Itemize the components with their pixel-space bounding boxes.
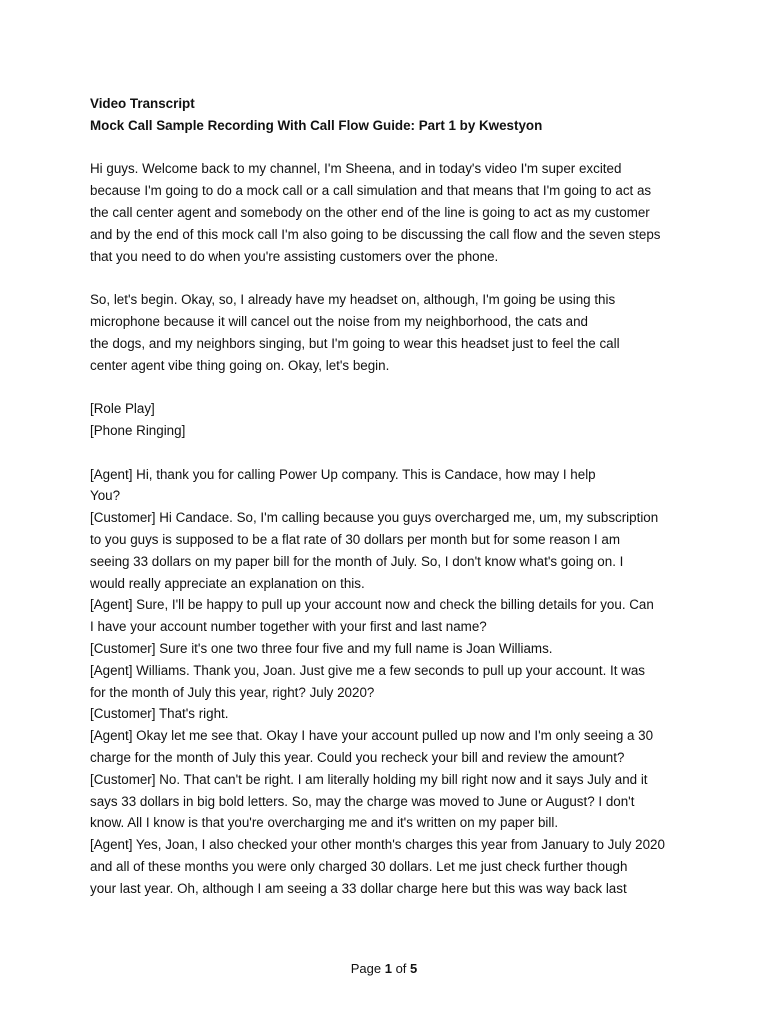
dialogue-line: [Customer] No. That can't be right. I am literally holding my bill right now and it says July and it (90, 771, 648, 787)
dialogue-line: You? (90, 488, 121, 504)
dialogue-line: [Agent] Yes, Joan, I also checked your other month's charges this year from January to July 2020 (90, 837, 665, 853)
dialogue-line: would really appreciate an explanation on this. (90, 575, 365, 591)
dialogue-line: seeing 33 dollars on my paper bill for the month of July. So, I don't know what's going on. I (90, 553, 624, 569)
dialogue-line: and all of these months you were only charged 30 dollars. Let me just check further though (90, 858, 628, 874)
text-line: center agent vibe thing going on. Okay, let's begin. (90, 357, 390, 373)
text-line: microphone because it will cancel out the noise from my neighborhood, the cats and (90, 313, 588, 329)
intro-paragraph (90, 158, 690, 267)
dialogue (90, 464, 690, 900)
text-line: and by the end of this mock call I'm also going to be discussing the call flow and the seven steps (90, 226, 661, 242)
transcript-body (90, 93, 690, 899)
total-page-number: 5 (410, 961, 418, 976)
dialogue-line: to you guys is supposed to be a flat rate of 30 dollars per month but for some reason I am (90, 531, 620, 547)
dialogue-line: charge for the month of July this year. Could you recheck your bill and review the amount? (90, 749, 625, 765)
stage-directions (90, 398, 690, 442)
spacer (90, 137, 690, 159)
page-middle: of (391, 961, 411, 976)
spacer (90, 267, 690, 289)
dialogue-line: for the month of July this year, right? July 2020? (90, 684, 375, 700)
stage-direction: [Phone Ringing] (90, 422, 186, 438)
dialogue-line: your last year. Oh, although I am seeing a 33 dollar charge here but this was way back last (90, 880, 627, 896)
dialogue-line: says 33 dollars in big bold letters. So, may the charge was moved to June or August? I don't (90, 793, 635, 809)
spacer (90, 442, 690, 464)
begin-paragraph (90, 289, 690, 376)
document-subtitle: Mock Call Sample Recording With Call Flow Guide: Part 1 by Kwestyon (90, 117, 543, 133)
current-page-number: 1 (384, 961, 392, 976)
dialogue-line: [Agent] Williams. Thank you, Joan. Just give me a few seconds to pull up your account. It was (90, 662, 645, 678)
dialogue-line: [Agent] Okay let me see that. Okay I have your account pulled up now and I'm only seeing a 30 (90, 728, 654, 744)
document-title: Video Transcript (90, 96, 195, 111)
dialogue-line: [Agent] Hi, thank you for calling Power Up company. This is Candace, how may I help (90, 466, 596, 482)
dialogue-line: [Customer] Hi Candace. So, I'm calling because you guys overcharged me, um, my subscription (90, 510, 659, 526)
spacer (90, 376, 690, 398)
page-prefix: Page (350, 961, 385, 976)
text-line: the call center agent and somebody on the other end of the line is going to act as my customer (90, 204, 650, 220)
page-footer (0, 959, 768, 979)
dialogue-line: I have your account number together with your first and last name? (90, 619, 487, 635)
dialogue-line: [Agent] Sure, I'll be happy to pull up your account now and check the billing details for you. Can (90, 597, 654, 613)
dialogue-line: know. All I know is that you're overcharging me and it's written on my paper bill. (90, 815, 559, 831)
text-line: So, let's begin. Okay, so, I already have my headset on, although, I'm going be using this (90, 292, 616, 308)
text-line: that you need to do when you're assisting customers over the phone. (90, 248, 499, 264)
dialogue-line: [Customer] That's right. (90, 706, 229, 722)
stage-direction: [Role Play] (90, 401, 155, 417)
dialogue-line: [Customer] Sure it's one two three four five and my full name is Joan Williams. (90, 640, 553, 656)
text-line: Hi guys. Welcome back to my channel, I'm Sheena, and in today's video I'm super excited (90, 161, 622, 177)
text-line: because I'm going to do a mock call or a call simulation and that means that I'm going to act as (90, 183, 652, 199)
text-line: the dogs, and my neighbors singing, but I'm going to wear this headset just to feel the call (90, 335, 620, 351)
